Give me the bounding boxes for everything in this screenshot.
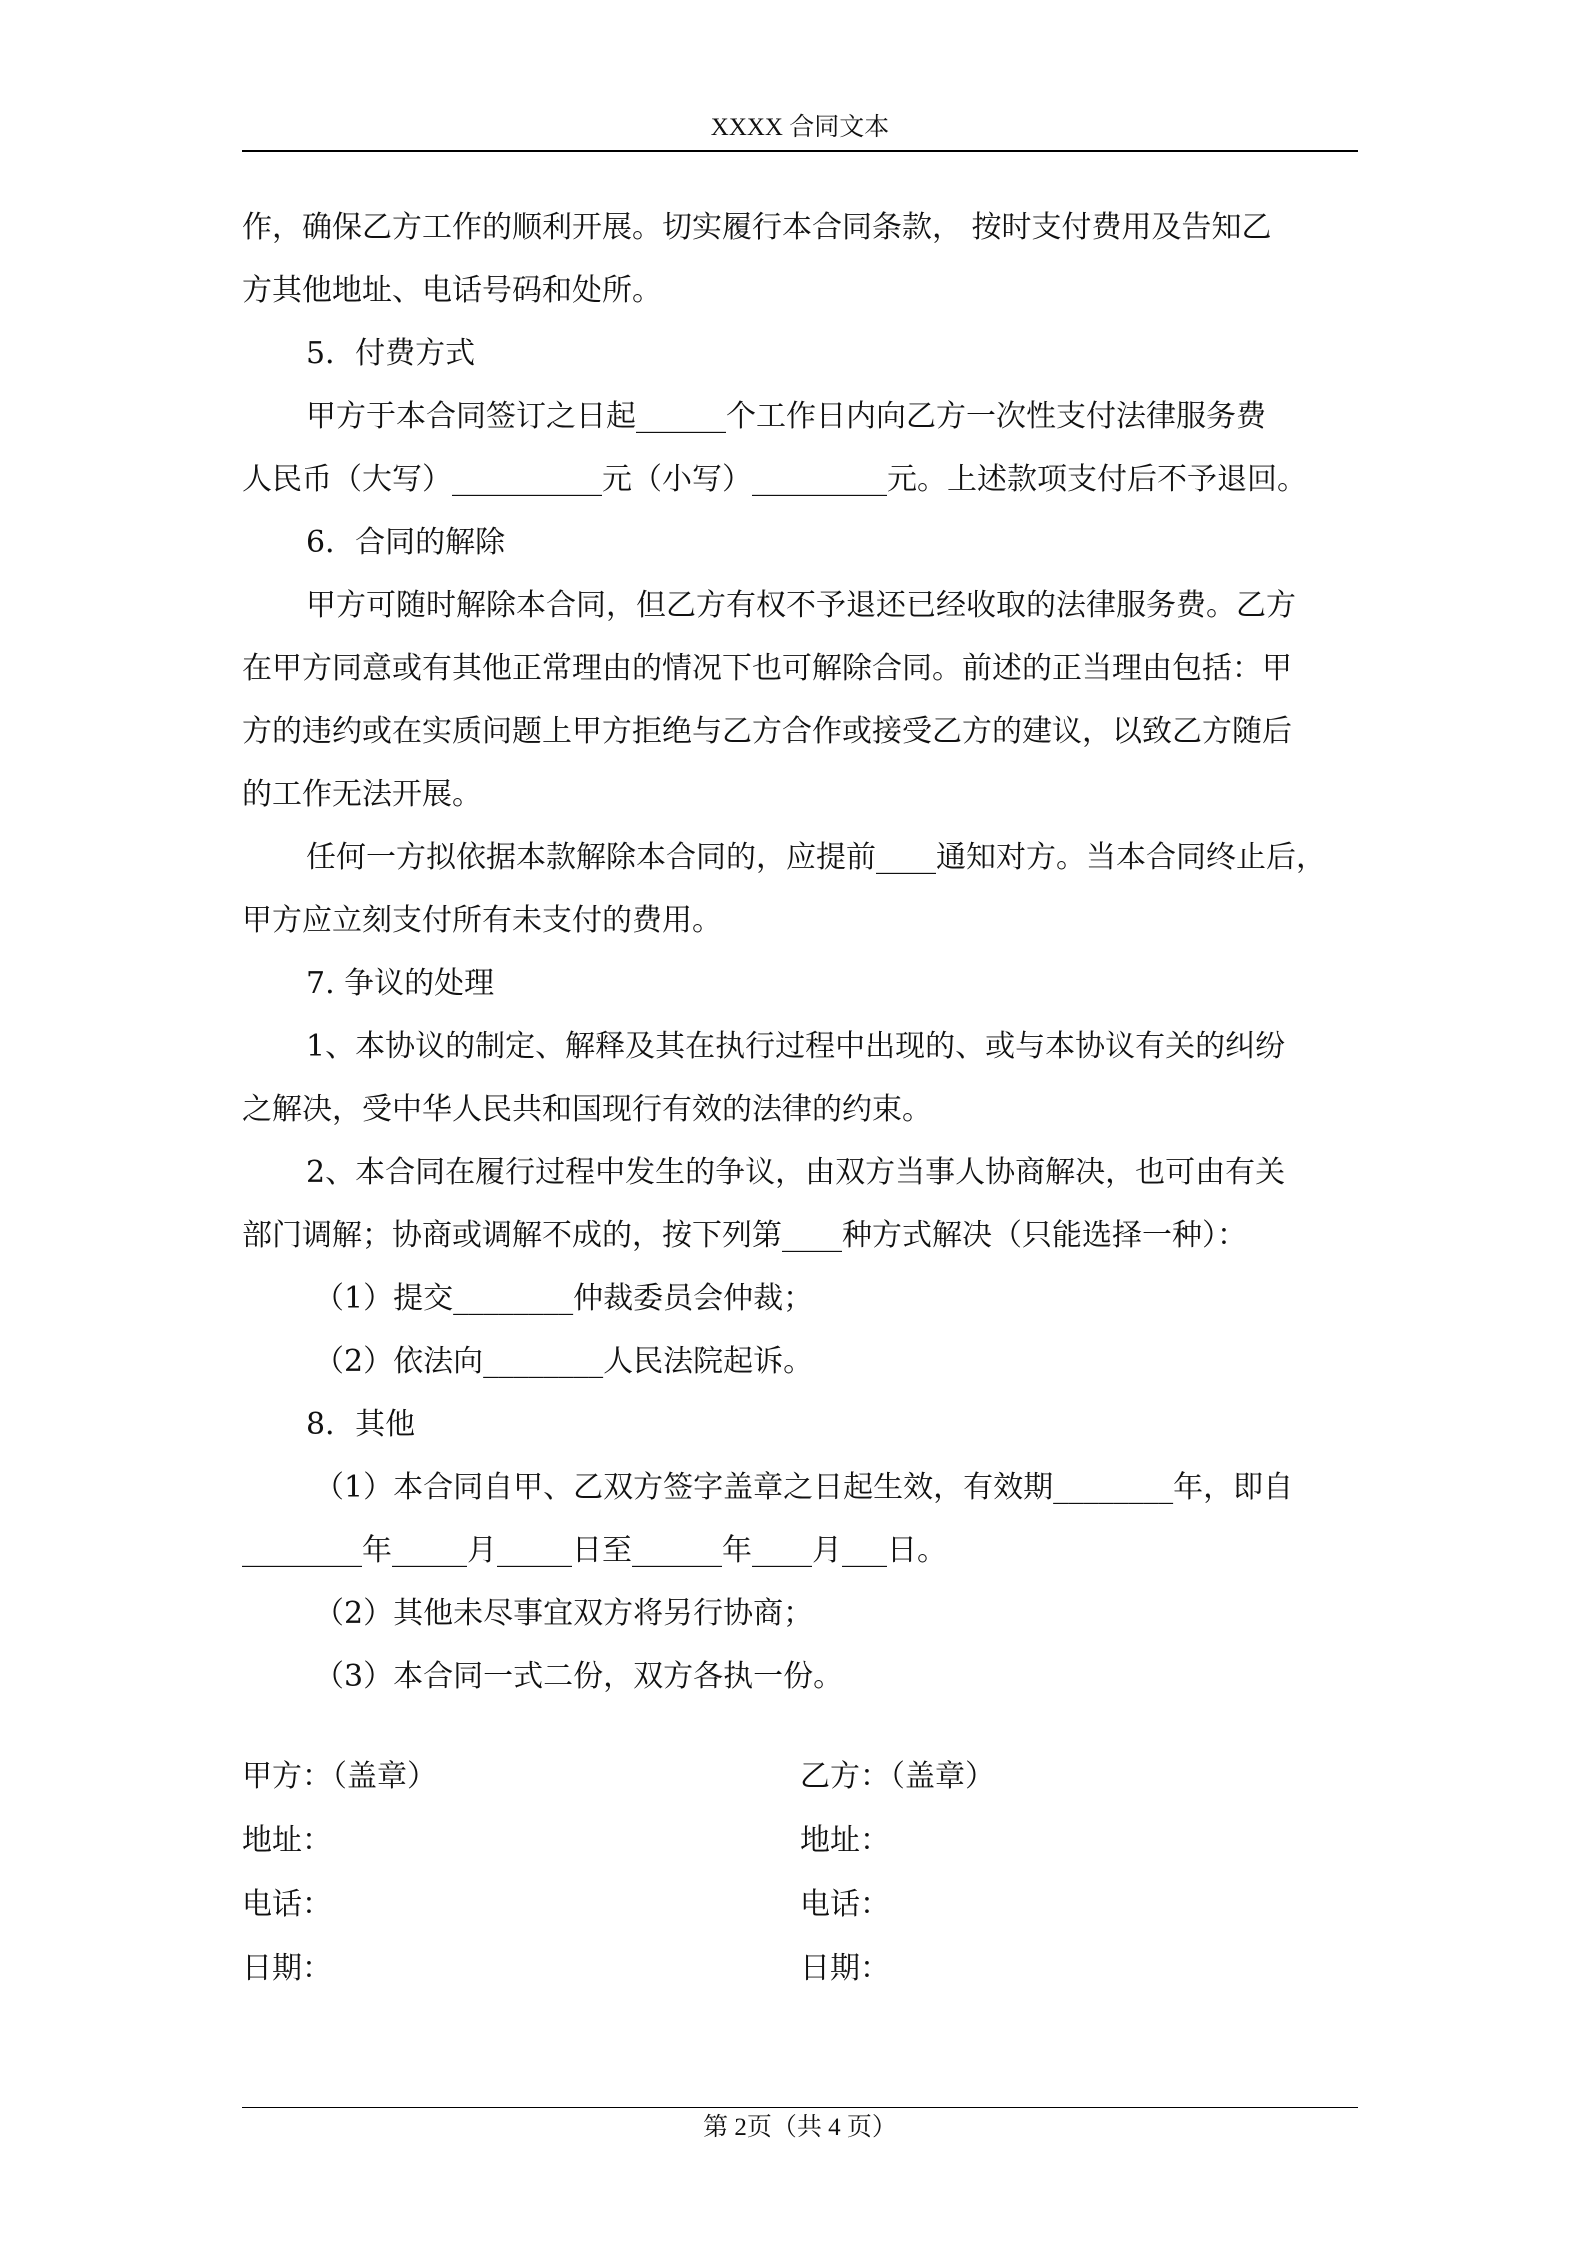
body-line: 2、本合同在履行过程中发生的争议，由双方当事人协商解决，也可由有关: [306, 1155, 1286, 1190]
body-line: 任何一方拟依据本款解除本合同的，应提前____通知对方。当本合同终止后，: [306, 840, 1326, 875]
section-heading-termination: 6．合同的解除: [306, 525, 506, 560]
party-b-address-label: 地址：: [800, 1823, 890, 1858]
signature-block-party-b: [800, 1745, 995, 2001]
party-b-phone-label: 电话：: [800, 1887, 890, 1922]
body-line: 作，确保乙方工作的顺利开展。切实履行本合同条款， 按时支付费用及告知乙: [242, 210, 1272, 245]
party-b-date-label: 日期：: [800, 1951, 890, 1986]
signature-block-party-a: [242, 1745, 437, 2001]
party-b-seal-label: 乙方：（盖章）: [800, 1759, 995, 1794]
body-line: 的工作无法开展。: [242, 777, 482, 812]
body-line: （3）本合同一式二份，双方各执一份。: [314, 1659, 844, 1694]
body-line: （2）其他未尽事宜双方将另行协商；: [314, 1596, 814, 1631]
section-heading-payment: 5．付费方式: [306, 336, 476, 371]
body-line: 部门调解；协商或调解不成的，按下列第____种方式解决（只能选择一种）：: [242, 1218, 1247, 1253]
party-a-address-label: 地址：: [242, 1823, 332, 1858]
body-line: 甲方可随时解除本合同，但乙方有权不予退还已经收取的法律服务费。乙方: [306, 588, 1296, 623]
document-footer: [242, 2107, 1358, 2148]
page-number: 第 2页（共 4 页）: [703, 2114, 897, 2141]
body-line: 之解决，受中华人民共和国现行有效的法律的约束。: [242, 1092, 932, 1127]
body-line: 甲方应立刻支付所有未支付的费用。: [242, 903, 722, 938]
section-heading-disputes: 7. 争议的处理: [306, 966, 495, 1001]
contract-body: [242, 196, 1358, 1708]
body-line: 在甲方同意或有其他正常理由的情况下也可解除合同。前述的正当理由包括：甲: [242, 651, 1292, 686]
body-line: 方其他地址、电话号码和处所。: [242, 273, 662, 308]
body-line: （1）本合同自甲、乙双方签字盖章之日起生效，有效期________年，即自: [314, 1470, 1294, 1505]
body-line: （1）提交________仲裁委员会仲裁；: [314, 1281, 814, 1316]
body-line: ________年_____月_____日至______年____月___日。: [242, 1533, 947, 1568]
body-line: 1、本协议的制定、解释及其在执行过程中出现的、或与本协议有关的纠纷: [306, 1029, 1286, 1064]
document-header: [242, 106, 1358, 152]
party-a-date-label: 日期：: [242, 1951, 332, 1986]
section-heading-other: 8．其他: [306, 1407, 416, 1442]
header-title: XXXX 合同文本: [710, 114, 890, 141]
body-line: 方的违约或在实质问题上甲方拒绝与乙方合作或接受乙方的建议，以致乙方随后: [242, 714, 1292, 749]
body-line: 甲方于本合同签订之日起______个工作日内向乙方一次性支付法律服务费: [306, 399, 1266, 434]
party-a-seal-label: 甲方：（盖章）: [242, 1759, 437, 1794]
party-a-phone-label: 电话：: [242, 1887, 332, 1922]
body-line: （2）依法向________人民法院起诉。: [314, 1344, 814, 1379]
body-line: 人民币（大写）__________元（小写）_________元。上述款项支付后不予退回。: [242, 462, 1307, 497]
